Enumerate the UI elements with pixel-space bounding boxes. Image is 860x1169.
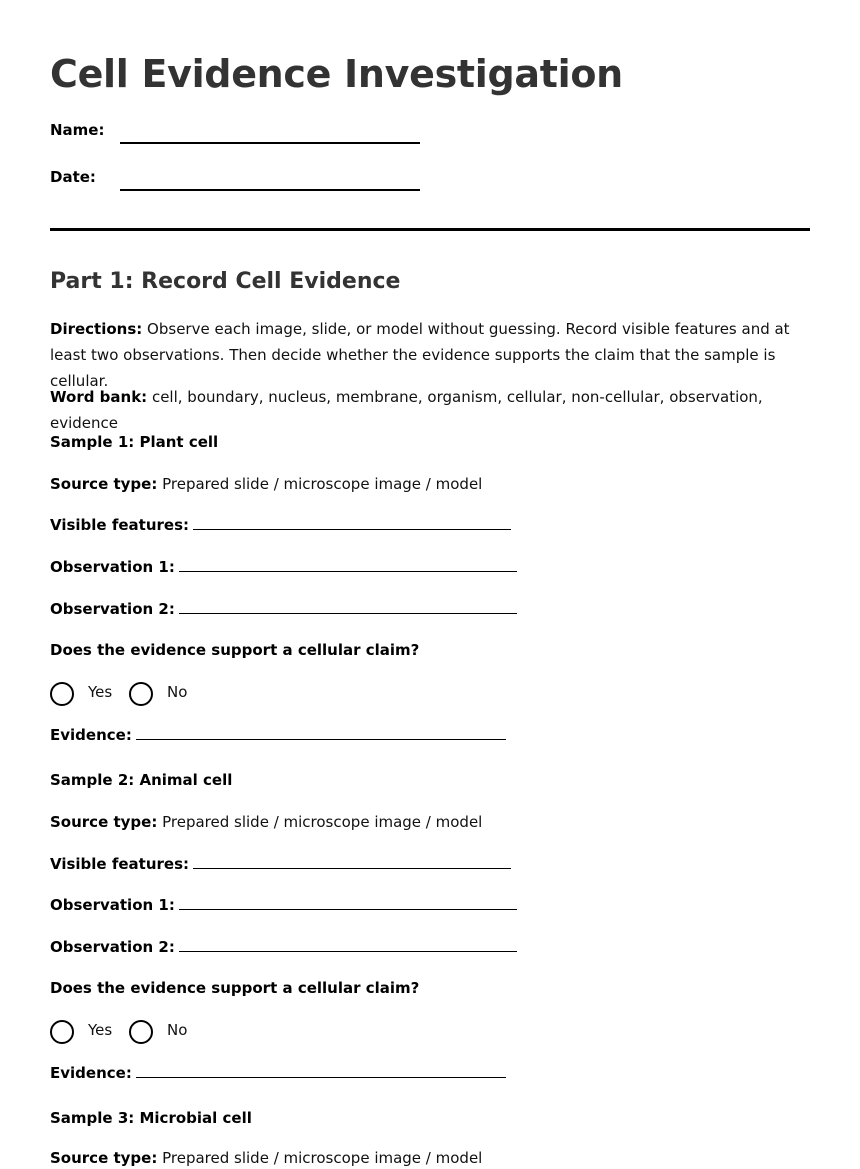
directions-label: Directions: bbox=[50, 320, 143, 338]
name-field bbox=[50, 120, 470, 144]
sample-2-visible-features bbox=[50, 853, 511, 875]
sample-2-observation-2 bbox=[50, 936, 517, 958]
sample-1-title-text: Sample 1: Plant cell bbox=[50, 433, 219, 451]
sample-2-source-value: Prepared slide / microscope image / model bbox=[157, 813, 483, 831]
part1-heading: Part 1: Record Cell Evidence bbox=[50, 269, 401, 294]
sample-1-question bbox=[50, 639, 419, 661]
sample-1-question-text: Does the evidence support a cellular claim? bbox=[50, 641, 420, 659]
sample-1-no-label: No bbox=[167, 683, 188, 701]
sample-3-title-text: Sample 3: Microbial cell bbox=[50, 1109, 252, 1127]
directions-text: Observe each image, slide, or model without guessing. Record visible features and at least two observations. Then decide whether the evidence supports the claim that the sample is cellular. bbox=[50, 320, 790, 390]
sample-2-evidence-label: Evidence: bbox=[50, 1064, 132, 1082]
sample-3-source bbox=[50, 1147, 482, 1169]
word-bank-text: cell, boundary, nucleus, membrane, organism, cellular, non-cellular, observation, evidence bbox=[50, 388, 763, 432]
directions-paragraph bbox=[50, 316, 810, 394]
sample-2-visible-blank[interactable] bbox=[193, 854, 511, 869]
sample-2-source bbox=[50, 811, 482, 833]
sample-1-source-value: Prepared slide / microscope image / model bbox=[157, 475, 483, 493]
sample-2-question-text: Does the evidence support a cellular claim? bbox=[50, 979, 420, 997]
sample-2-obs1-label: Observation 1: bbox=[50, 896, 175, 914]
sample-1-visible-label: Visible features: bbox=[50, 516, 189, 534]
sample-2-obs2-label: Observation 2: bbox=[50, 938, 175, 956]
sample-1-evidence-label: Evidence: bbox=[50, 726, 132, 744]
sample-3-source-value: Prepared slide / microscope image / model bbox=[157, 1149, 483, 1167]
sample-1-obs2-label: Observation 2: bbox=[50, 600, 175, 618]
sample-1-source bbox=[50, 473, 482, 495]
page-title: Cell Evidence Investigation bbox=[50, 52, 623, 96]
word-bank-paragraph bbox=[50, 384, 810, 436]
sample-2-obs1-blank[interactable] bbox=[179, 895, 517, 910]
sample-2-obs2-blank[interactable] bbox=[179, 937, 517, 952]
name-input-line[interactable] bbox=[120, 142, 420, 144]
sample-1-title bbox=[50, 431, 218, 453]
sample-1-yes-label: Yes bbox=[88, 683, 113, 701]
sample-1-obs1-label: Observation 1: bbox=[50, 558, 175, 576]
sample-1-visible-features bbox=[50, 514, 511, 536]
sample-2-observation-1 bbox=[50, 894, 517, 916]
sample-2-source-label: Source type: bbox=[50, 813, 158, 831]
date-field bbox=[50, 167, 470, 191]
sample-3-source-label: Source type: bbox=[50, 1149, 158, 1167]
sample-2-title-text: Sample 2: Animal cell bbox=[50, 771, 233, 789]
sample-1-evidence bbox=[50, 724, 506, 746]
word-bank-label: Word bank: bbox=[50, 388, 148, 406]
sample-1-observation-2 bbox=[50, 598, 517, 620]
sample-1-evidence-blank[interactable] bbox=[136, 725, 506, 740]
name-label: Name: bbox=[50, 121, 105, 139]
sample-1-obs2-blank[interactable] bbox=[179, 599, 517, 614]
header-divider bbox=[50, 228, 810, 231]
sample-2-evidence bbox=[50, 1062, 506, 1084]
sample-1-source-label: Source type: bbox=[50, 475, 158, 493]
sample-2-no-label: No bbox=[167, 1021, 188, 1039]
sample-2-evidence-blank[interactable] bbox=[136, 1063, 506, 1078]
sample-2-yes-radio[interactable] bbox=[50, 1020, 74, 1044]
sample-2-no-radio[interactable] bbox=[129, 1020, 153, 1044]
sample-1-no-radio[interactable] bbox=[129, 682, 153, 706]
sample-1-visible-blank[interactable] bbox=[193, 515, 511, 530]
sample-3-title bbox=[50, 1107, 252, 1129]
sample-1-yes-radio[interactable] bbox=[50, 682, 74, 706]
date-input-line[interactable] bbox=[120, 189, 420, 191]
sample-1-observation-1 bbox=[50, 556, 517, 578]
sample-2-title bbox=[50, 769, 232, 791]
sample-2-yes-label: Yes bbox=[88, 1021, 113, 1039]
sample-2-visible-label: Visible features: bbox=[50, 855, 189, 873]
date-label: Date: bbox=[50, 168, 96, 186]
sample-2-question bbox=[50, 977, 419, 999]
sample-1-obs1-blank[interactable] bbox=[179, 557, 517, 572]
